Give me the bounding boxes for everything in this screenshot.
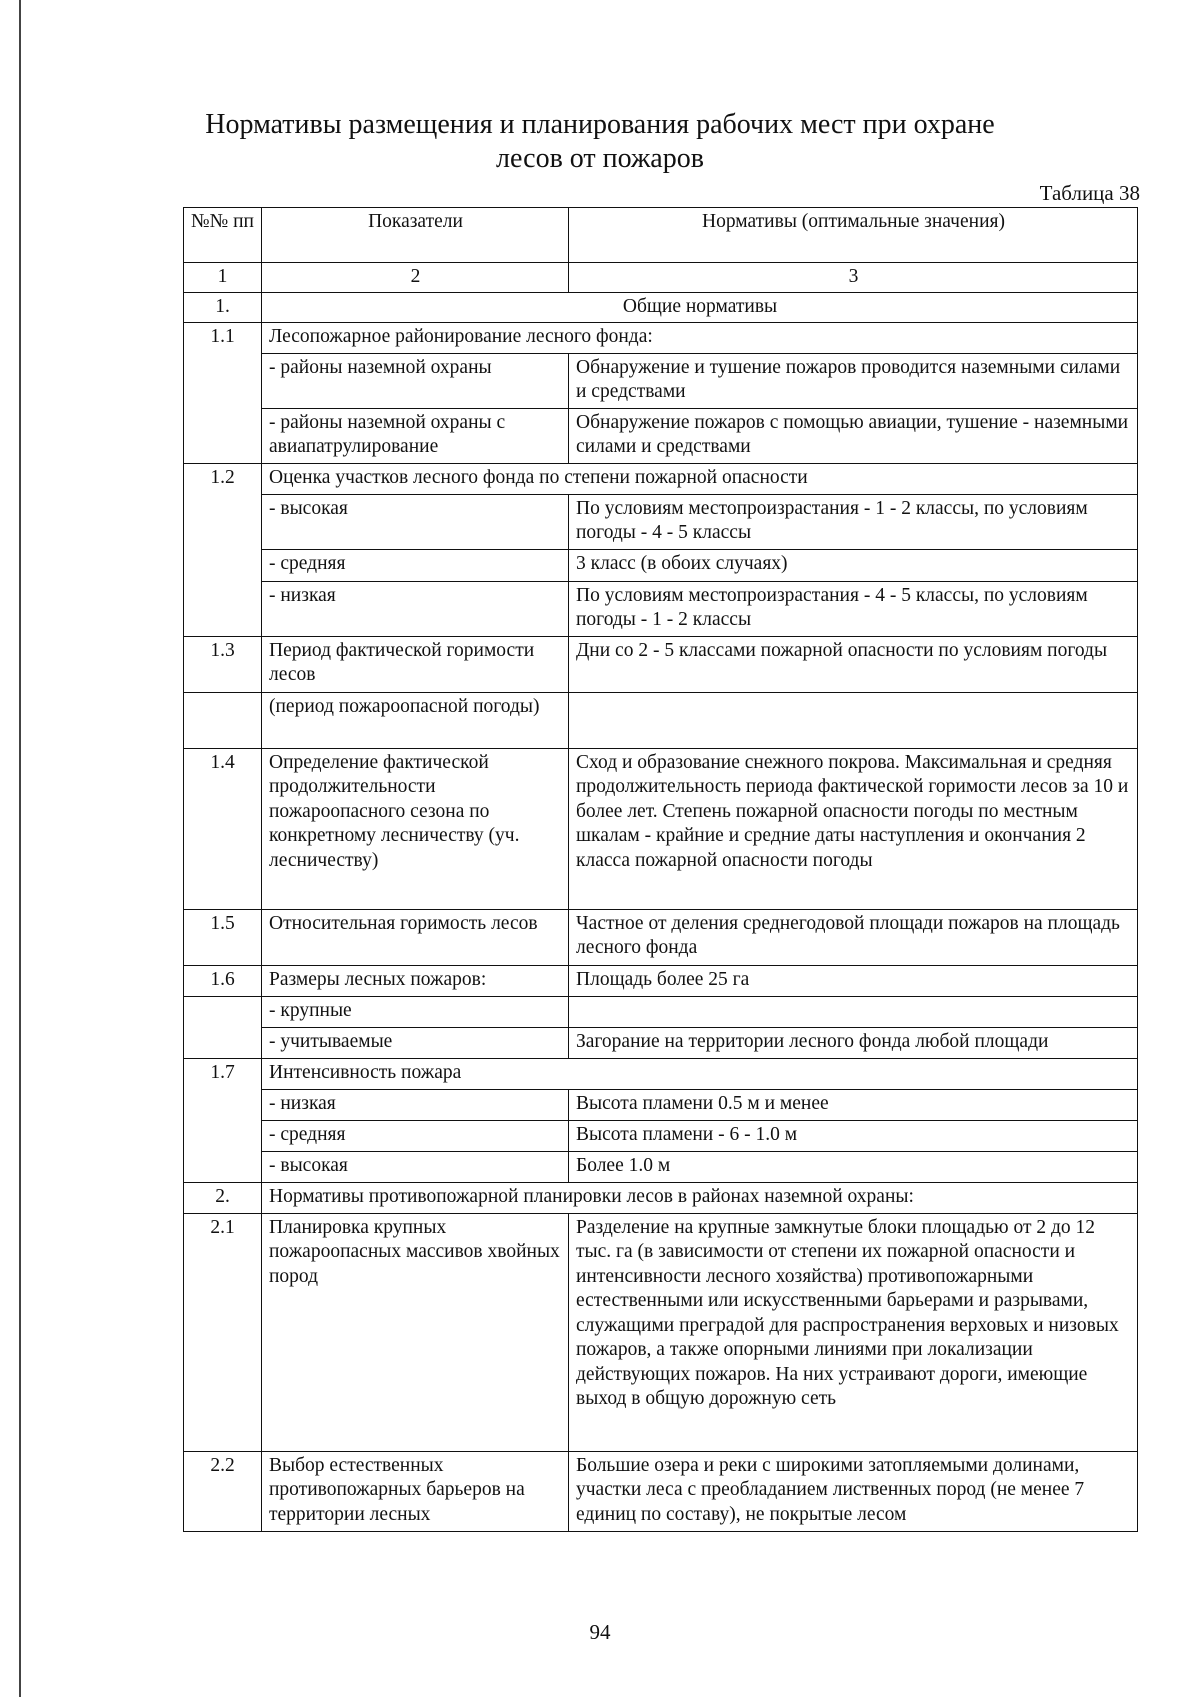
indicator-cell: Выбор естественных противопожарных барьеров на территории лесных xyxy=(262,1451,569,1531)
norm-cell: Высота пламени - 6 - 1.0 м xyxy=(569,1120,1138,1151)
header-num: №№ пп xyxy=(184,208,262,263)
norm-cell: Более 1.0 м xyxy=(569,1151,1138,1182)
norm-cell: Частное от деления среднегодовой площади пожаров на площадь лесного фонда xyxy=(569,909,1138,965)
indicator-cell: - высокая xyxy=(262,1151,569,1182)
norm-cell: Разделение на крупные замкнутые блоки площадью от 2 до 12 тыс. га (в зависимости от степени их пожарной опасности и интенсивности лесного хозяйства) противопожарными естественными или искусственными барьерами и разрывами, служащими преградой для распространения верховых и низовых пожаров, а также опорными линиями при локализации действующих пожаров. На них устраивают дороги, имеющие выход в общую дорожную сеть xyxy=(569,1213,1138,1451)
indicator-cell: Период фактической горимости лесов xyxy=(262,636,569,692)
column-number-row xyxy=(184,263,1138,293)
title-line-1: Нормативы размещения и планирования рабочих мест при охране xyxy=(205,109,995,140)
column-number: 3 xyxy=(569,263,1138,293)
table-row xyxy=(184,494,1138,549)
table-row xyxy=(184,581,1138,636)
indicator-heading: Интенсивность пожара xyxy=(262,1058,1138,1089)
table-row xyxy=(184,692,1138,748)
table-row xyxy=(184,1027,1138,1058)
indicator-cell: - районы наземной охраны с авиапатрулирование xyxy=(262,408,569,463)
column-number: 1 xyxy=(184,263,262,293)
norm-cell: Сход и образование снежного покрова. Максимальная и средняя продолжительность периода фактической горимости лесов за 10 и более лет. Степень пожарной опасности погоды по местным шкалам - крайние и средние даты наступления и окончания 2 класса пожарной опасности погоды xyxy=(569,748,1138,909)
norm-cell: Площадь более 25 га xyxy=(569,965,1138,996)
page-number: 94 xyxy=(589,1620,611,1644)
row-number: 1.7 xyxy=(184,1058,262,1182)
section-heading: Нормативы противопожарной планировки лесов в районах наземной охраны: xyxy=(262,1182,1138,1213)
indicator-cell: (период пожароопасной погоды) xyxy=(262,692,569,748)
table-row xyxy=(184,1213,1138,1451)
table-row xyxy=(184,965,1138,996)
row-number xyxy=(184,692,262,748)
table-row xyxy=(184,748,1138,909)
row-number: 1.4 xyxy=(184,748,262,909)
norms-table xyxy=(183,207,1138,1532)
norm-cell xyxy=(569,996,1138,1027)
row-number: 1.2 xyxy=(184,463,262,636)
norm-cell: По условиям местопроизрастания - 1 - 2 классы, по условиям погоды - 4 - 5 классы xyxy=(569,494,1138,549)
table-row xyxy=(184,1451,1138,1531)
norm-cell: Большие озера и реки с широкими затопляемыми долинами, участки леса с преобладанием лиственных пород (не менее 7 единиц по составу), не покрытые лесом xyxy=(569,1451,1138,1531)
indicator-cell: Относительная горимость лесов xyxy=(262,909,569,965)
table-row xyxy=(184,293,1138,323)
table-row xyxy=(184,1058,1138,1089)
norm-cell: Загорание на территории лесного фонда любой площади xyxy=(569,1027,1138,1058)
table-row xyxy=(184,549,1138,581)
indicator-heading: Оценка участков лесного фонда по степени пожарной опасности xyxy=(262,463,1138,494)
document-title xyxy=(0,108,1200,176)
indicator-cell: Планировка крупных пожароопасных массивов хвойных пород xyxy=(262,1213,569,1451)
table-row xyxy=(184,909,1138,965)
norm-cell xyxy=(569,692,1138,748)
indicator-cell: Определение фактической продолжительности пожароопасного сезона по конкретному лесничеству (уч. лесничеству) xyxy=(262,748,569,909)
indicator-heading: Лесопожарное районирование лесного фонда: xyxy=(262,322,1138,353)
norm-cell: Дни со 2 - 5 классами пожарной опасности по условиям погоды xyxy=(569,636,1138,692)
header-indicator: Показатели xyxy=(262,208,569,263)
row-number: 1.3 xyxy=(184,636,262,692)
indicator-cell: - средняя xyxy=(262,1120,569,1151)
norm-cell: По условиям местопроизрастания - 4 - 5 классы, по условиям погоды - 1 - 2 классы xyxy=(569,581,1138,636)
column-number: 2 xyxy=(262,263,569,293)
table-row xyxy=(184,636,1138,692)
indicator-cell: - низкая xyxy=(262,1089,569,1120)
row-number: 1.1 xyxy=(184,322,262,463)
table-row xyxy=(184,353,1138,408)
table-row xyxy=(184,463,1138,494)
table-row xyxy=(184,996,1138,1027)
indicator-cell: - крупные xyxy=(262,996,569,1027)
table-row xyxy=(184,1151,1138,1182)
indicator-cell: - районы наземной охраны xyxy=(262,353,569,408)
row-number: 1.5 xyxy=(184,909,262,965)
table-row xyxy=(184,322,1138,353)
indicator-cell: - средняя xyxy=(262,549,569,581)
header-norm: Нормативы (оптимальные значения) xyxy=(569,208,1138,263)
table-row xyxy=(184,1120,1138,1151)
section-heading: Общие нормативы xyxy=(262,293,1138,323)
row-number xyxy=(184,996,262,1058)
header-row xyxy=(184,208,1138,263)
row-number: 1.6 xyxy=(184,965,262,996)
title-line-2: лесов от пожаров xyxy=(496,143,704,174)
norm-cell: Обнаружение и тушение пожаров проводится наземными силами и средствами xyxy=(569,353,1138,408)
table-caption: Таблица 38 xyxy=(1039,181,1140,205)
row-number: 2.2 xyxy=(184,1451,262,1531)
row-number: 2.1 xyxy=(184,1213,262,1451)
indicator-cell: - низкая xyxy=(262,581,569,636)
norm-cell: Высота пламени 0.5 м и менее xyxy=(569,1089,1138,1120)
table-row xyxy=(184,408,1138,463)
table-row xyxy=(184,1182,1138,1213)
row-number: 1. xyxy=(184,293,262,323)
norm-cell: Обнаружение пожаров с помощью авиации, тушение - наземными силами и средствами xyxy=(569,408,1138,463)
row-number: 2. xyxy=(184,1182,262,1213)
table-row xyxy=(184,1089,1138,1120)
indicator-cell: - учитываемые xyxy=(262,1027,569,1058)
indicator-cell: - высокая xyxy=(262,494,569,549)
norm-cell: 3 класс (в обоих случаях) xyxy=(569,549,1138,581)
indicator-cell: Размеры лесных пожаров: xyxy=(262,965,569,996)
page-edge-line xyxy=(19,0,21,1697)
